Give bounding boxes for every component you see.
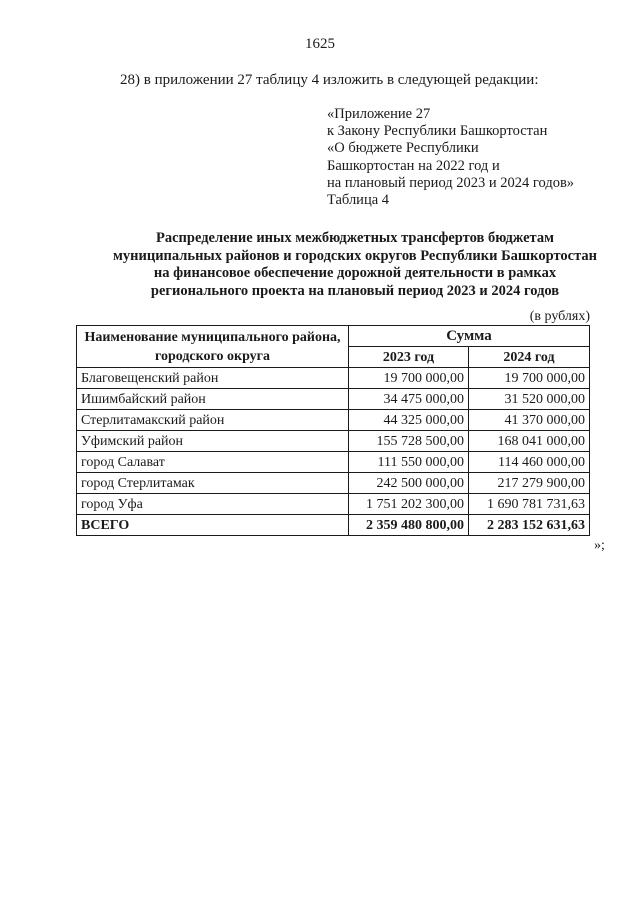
header-name: Наименование муниципального района, городского округа — [77, 326, 349, 368]
row-value-2023: 44 325 000,00 — [349, 410, 469, 431]
table-row — [77, 368, 590, 389]
header-sum: Сумма — [349, 326, 590, 347]
header-year-2023: 2023 год — [349, 347, 469, 368]
appendix-line: «О бюджете Республики — [327, 140, 479, 157]
appendix-line: «Приложение 27 — [327, 106, 431, 122]
title-line: Распределение иных межбюджетных трансфертов бюджетам — [156, 230, 554, 246]
title-line: регионального проекта на плановый период 2023 и 2024 годов — [150, 282, 560, 299]
document-title — [60, 230, 640, 300]
page-number: 1625 — [305, 36, 335, 52]
intro-paragraph: 28) в приложении 27 таблицу 4 изложить в следующей редакции: — [120, 72, 539, 88]
title-line: муниципальных районов и городских округов Республики Башкортостан — [113, 247, 597, 264]
row-value-2023: 19 700 000,00 — [349, 368, 469, 389]
row-value-2024: 19 700 000,00 — [468, 368, 589, 389]
table-row — [77, 431, 590, 452]
units-label: (в рублях) — [529, 309, 590, 324]
row-name: город Салават — [77, 452, 349, 473]
table-number: Таблица 4 — [327, 192, 390, 209]
row-name: город Уфа — [77, 494, 349, 515]
closing-quote: »; — [594, 538, 605, 553]
total-value-2023: 2 359 480 800,00 — [349, 515, 469, 536]
appendix-line: к Закону Республики Башкортостан — [327, 123, 548, 140]
appendix-header — [327, 106, 574, 209]
row-value-2024: 41 370 000,00 — [468, 410, 589, 431]
row-value-2023: 155 728 500,00 — [349, 431, 469, 452]
row-value-2023: 1 751 202 300,00 — [349, 494, 469, 515]
table-row — [77, 389, 590, 410]
row-value-2023: 242 500 000,00 — [349, 473, 469, 494]
row-name: Стерлитамакский район — [77, 410, 349, 431]
table-row — [77, 494, 590, 515]
row-name: Ишимбайский район — [77, 389, 349, 410]
row-value-2024: 31 520 000,00 — [468, 389, 589, 410]
row-value-2023: 111 550 000,00 — [349, 452, 469, 473]
row-value-2023: 34 475 000,00 — [349, 389, 469, 410]
table-row — [77, 410, 590, 431]
table-row — [77, 452, 590, 473]
total-value-2024: 2 283 152 631,63 — [468, 515, 589, 536]
transfers-table — [76, 325, 590, 536]
row-value-2024: 217 279 900,00 — [468, 473, 589, 494]
total-row — [77, 515, 590, 536]
appendix-line: Башкортостан на 2022 год и — [327, 157, 500, 174]
row-value-2024: 1 690 781 731,63 — [468, 494, 589, 515]
row-name: Уфимский район — [77, 431, 349, 452]
total-label: ВСЕГО — [77, 515, 349, 536]
title-line: на финансовое обеспечение дорожной деятельности в рамках — [153, 265, 557, 281]
row-name: город Стерлитамак — [77, 473, 349, 494]
header-year-2024: 2024 год — [468, 347, 589, 368]
table-row — [77, 473, 590, 494]
row-name: Благовещенский район — [77, 368, 349, 389]
appendix-line: на плановый период 2023 и 2024 годов» — [327, 174, 575, 191]
row-value-2024: 168 041 000,00 — [468, 431, 589, 452]
row-value-2024: 114 460 000,00 — [468, 452, 589, 473]
